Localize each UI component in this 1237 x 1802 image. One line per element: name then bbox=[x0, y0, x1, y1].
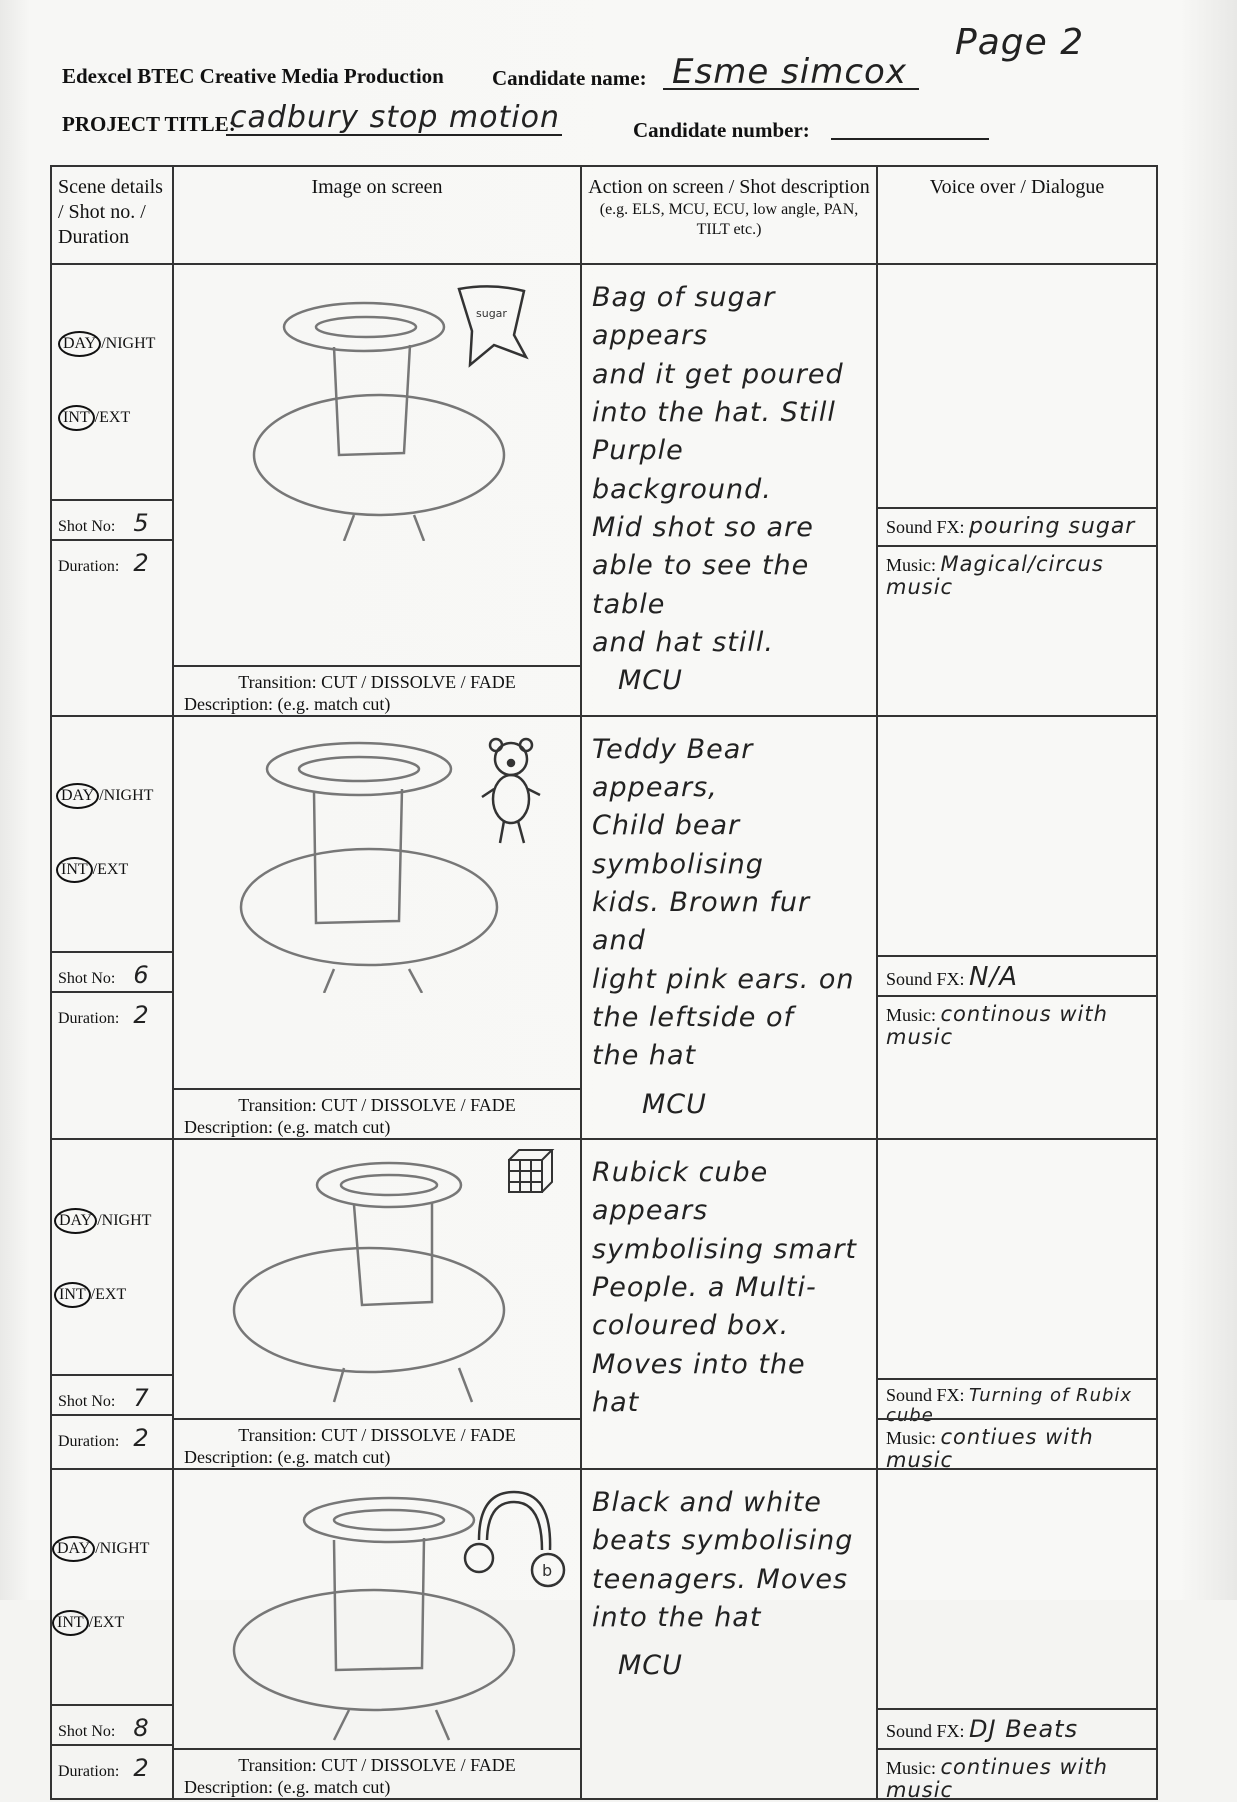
int-ext-selector[interactable]: INT /EXT bbox=[52, 1610, 124, 1636]
sound-fx-field[interactable]: Sound FX: N/A bbox=[878, 955, 1156, 995]
day-night-selector[interactable]: DAY /NIGHT bbox=[58, 331, 155, 357]
action-description-cell[interactable]: Rubick cube appears symbolising smart People. a Multi- coloured box. Moves into the hat bbox=[581, 1139, 877, 1469]
col-action-header: Action on screen / Shot description (e.g. ELS, MCU, ECU, low angle, PAN, TILT etc.) bbox=[581, 166, 877, 264]
duration-field[interactable]: Duration: 2 bbox=[52, 539, 172, 591]
day-option-circled[interactable]: DAY bbox=[56, 783, 99, 809]
shot-row bbox=[51, 264, 1157, 716]
sound-fx-field[interactable]: Sound FX: Turning of Rubix cube bbox=[878, 1378, 1156, 1418]
action-description-cell[interactable]: Bag of sugar appears and it get poured into the hat. Still Purple background. Mid shot so are able to see the table and hat still. MCU bbox=[581, 264, 877, 716]
image-sketch-cell bbox=[173, 1139, 581, 1469]
music-field[interactable]: Music: continous with music bbox=[878, 995, 1156, 1043]
course-title: Edexcel BTEC Creative Media Production bbox=[62, 64, 444, 88]
ext-option[interactable]: EXT bbox=[97, 860, 129, 878]
shot-no-field[interactable]: Shot No: 6 bbox=[52, 951, 172, 991]
int-option-circled[interactable]: INT bbox=[54, 1282, 91, 1308]
hat-on-table-sketch bbox=[174, 265, 582, 541]
int-option-circled[interactable]: INT bbox=[56, 857, 93, 883]
sound-fx-value[interactable]: N/A bbox=[969, 961, 1019, 992]
int-option-circled[interactable]: INT bbox=[58, 405, 95, 431]
music-value[interactable]: continues with music bbox=[886, 1754, 1108, 1802]
svg-text:sugar: sugar bbox=[476, 307, 507, 320]
music-field[interactable]: Music: contiues with music bbox=[878, 1418, 1156, 1466]
day-option-circled[interactable]: DAY bbox=[52, 1536, 95, 1562]
duration-field[interactable]: Duration: 2 bbox=[52, 1744, 172, 1796]
project-title-value[interactable]: cadbury stop motion bbox=[230, 100, 560, 135]
duration-value[interactable]: 2 bbox=[133, 1753, 150, 1782]
voice-over-cell[interactable] bbox=[877, 264, 1157, 716]
page-number: Page 2 bbox=[955, 22, 1085, 63]
storyboard-table bbox=[50, 165, 1158, 1800]
music-value[interactable]: Magical/circus music bbox=[886, 552, 1104, 600]
candidate-number-label: Candidate number: bbox=[633, 118, 810, 142]
sound-fx-value[interactable]: DJ Beats bbox=[969, 1714, 1079, 1743]
duration-field[interactable]: Duration: 2 bbox=[52, 991, 172, 1043]
shot-no-field[interactable]: Shot No: 5 bbox=[52, 499, 172, 539]
duration-value[interactable]: 2 bbox=[133, 549, 150, 577]
ext-option[interactable]: EXT bbox=[93, 1613, 125, 1631]
ext-option[interactable]: EXT bbox=[99, 409, 131, 426]
scene-details-cell bbox=[51, 1469, 173, 1799]
transition-field[interactable]: Transition: CUT / DISSOLVE / FADE Description: (e.g. match cut) bbox=[174, 1088, 580, 1138]
duration-value[interactable]: 2 bbox=[133, 1423, 150, 1452]
day-option-circled[interactable]: DAY bbox=[54, 1208, 97, 1234]
candidate-name-value[interactable]: Esme simcox bbox=[672, 52, 907, 92]
duration-value[interactable]: 2 bbox=[133, 1000, 150, 1029]
day-night-selector[interactable]: DAY /NIGHT bbox=[54, 1208, 151, 1234]
headphones-icon bbox=[465, 1492, 564, 1586]
shot-no-field[interactable]: Shot No: 7 bbox=[52, 1374, 172, 1414]
image-sketch-cell bbox=[173, 1469, 581, 1799]
sugar-bag-icon bbox=[459, 286, 526, 365]
shot-no-field[interactable]: Shot No: 8 bbox=[52, 1704, 172, 1744]
hat-on-table-sketch bbox=[174, 717, 582, 993]
int-ext-selector[interactable]: INT /EXT bbox=[56, 857, 128, 883]
voice-over-cell[interactable] bbox=[877, 716, 1157, 1139]
int-ext-selector[interactable]: INT /EXT bbox=[54, 1282, 126, 1308]
action-description-cell[interactable]: Black and white beats symbolising teenagers. Moves into the hat MCU bbox=[581, 1469, 877, 1799]
column-header-row bbox=[51, 166, 1157, 264]
voice-over-cell[interactable] bbox=[877, 1469, 1157, 1802]
voice-over-cell[interactable] bbox=[877, 1139, 1157, 1472]
duration-field[interactable]: Duration: 2 bbox=[52, 1414, 172, 1466]
rubiks-cube-icon bbox=[509, 1150, 552, 1192]
transition-field[interactable]: Transition: CUT / DISSOLVE / FADE Description: (e.g. match cut) bbox=[174, 1748, 580, 1798]
project-title-label: PROJECT TITLE: bbox=[62, 112, 236, 136]
shot-no-value[interactable]: 5 bbox=[133, 509, 150, 537]
int-ext-selector[interactable]: INT /EXT bbox=[58, 405, 130, 431]
scene-details-cell bbox=[51, 716, 173, 1139]
col-scene-header: Scene details / Shot no. / Duration bbox=[51, 166, 173, 264]
day-night-selector[interactable]: DAY /NIGHT bbox=[56, 783, 153, 809]
music-value[interactable]: contiues with music bbox=[886, 1424, 1094, 1472]
transition-field[interactable]: Transition: CUT / DISSOLVE / FADE Description: (e.g. match cut) bbox=[174, 1418, 580, 1468]
hat-on-table-sketch bbox=[174, 1470, 582, 1746]
int-option-circled[interactable]: INT bbox=[52, 1610, 89, 1636]
candidate-number-field[interactable] bbox=[831, 138, 989, 140]
sound-fx-field[interactable]: Sound FX: DJ Beats bbox=[878, 1708, 1156, 1748]
scene-details-cell bbox=[51, 264, 173, 716]
sound-fx-field[interactable]: Sound FX: pouring sugar bbox=[878, 507, 1156, 545]
image-sketch-cell bbox=[173, 716, 581, 1139]
teddy-bear-icon bbox=[482, 739, 540, 843]
action-description-cell[interactable]: Teddy Bear appears, Child bear symbolising kids. Brown fur and light pink ears. on the leftside of the hat MCU bbox=[581, 716, 877, 1139]
night-option[interactable]: NIGHT bbox=[101, 1211, 152, 1229]
music-field[interactable]: Music: continues with music bbox=[878, 1748, 1156, 1796]
day-night-selector[interactable]: DAY /NIGHT bbox=[52, 1536, 149, 1562]
shot-row bbox=[51, 1139, 1157, 1469]
day-option-circled[interactable]: DAY bbox=[58, 331, 101, 357]
sound-fx-value[interactable]: pouring sugar bbox=[969, 514, 1136, 539]
night-option[interactable]: NIGHT bbox=[103, 786, 154, 804]
candidate-name-label: Candidate name: bbox=[492, 66, 647, 90]
shot-row bbox=[51, 1469, 1157, 1799]
shot-no-value[interactable]: 8 bbox=[133, 1713, 150, 1742]
music-value[interactable]: continous with music bbox=[886, 1001, 1108, 1049]
col-image-header: Image on screen bbox=[173, 166, 581, 264]
hat-on-table-sketch bbox=[174, 1140, 582, 1416]
shot-no-value[interactable]: 6 bbox=[133, 960, 150, 989]
night-option[interactable]: NIGHT bbox=[105, 335, 156, 352]
night-option[interactable]: NIGHT bbox=[99, 1539, 150, 1557]
music-field[interactable]: Music: Magical/circus music bbox=[878, 545, 1156, 591]
col-voice-header: Voice over / Dialogue bbox=[877, 166, 1157, 264]
image-sketch-cell bbox=[173, 264, 581, 716]
shot-no-value[interactable]: 7 bbox=[133, 1383, 150, 1412]
transition-field[interactable]: Transition: CUT / DISSOLVE / FADE Description: (e.g. match cut) bbox=[174, 665, 580, 715]
sound-fx-value[interactable]: Turning of Rubix cube bbox=[886, 1384, 1133, 1426]
shot-row bbox=[51, 716, 1157, 1139]
svg-text:b: b bbox=[542, 1560, 553, 1580]
ext-option[interactable]: EXT bbox=[95, 1285, 127, 1303]
scene-details-cell bbox=[51, 1139, 173, 1469]
